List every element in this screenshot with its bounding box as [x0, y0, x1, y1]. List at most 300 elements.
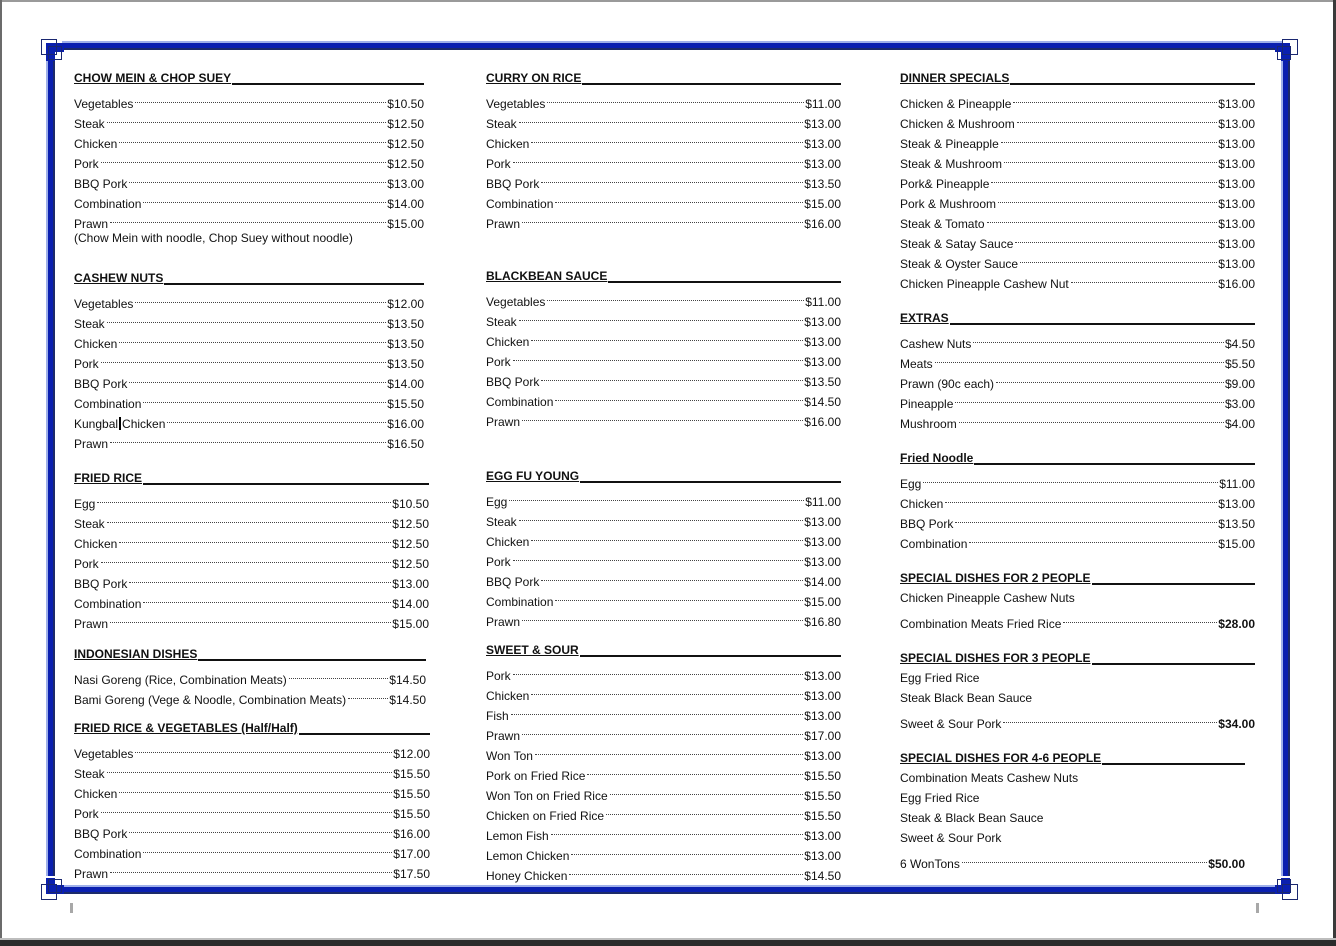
item-name: Steak & Satay Sauce	[900, 237, 1014, 251]
item-price: $5.50	[1224, 357, 1255, 371]
menu-section	[900, 648, 1255, 731]
section-title: INDONESIAN DISHES	[74, 647, 198, 661]
dot-leader	[555, 386, 803, 406]
set-menu-dish: Chicken Pineapple Cashew Nuts	[900, 591, 1075, 605]
item-price: $15.50	[393, 807, 430, 821]
section-heading	[74, 718, 430, 738]
dot-leader	[987, 208, 1218, 228]
item-price: $11.00	[805, 97, 841, 111]
menu-item	[486, 326, 841, 349]
menu-section	[900, 748, 1245, 871]
item-name: Chicken on Fried Rice	[486, 809, 605, 823]
item-price: $14.00	[392, 597, 429, 611]
item-price: $13.50	[387, 337, 424, 351]
menu-item	[486, 526, 841, 549]
dot-leader	[509, 486, 804, 506]
item-price: $11.00	[1219, 477, 1255, 491]
item-name: BBQ Pork	[900, 517, 954, 531]
dot-leader	[167, 408, 386, 428]
dot-leader	[143, 588, 391, 608]
item-price: $13.00	[804, 535, 841, 549]
item-price: $13.50	[387, 317, 424, 331]
item-price: $4.00	[1224, 417, 1255, 431]
item-price: $13.00	[804, 355, 841, 369]
item-name: Fish	[486, 709, 509, 723]
section-heading	[74, 644, 426, 664]
menu-item	[900, 608, 1255, 631]
menu-section	[74, 468, 429, 631]
item-price: $4.50	[1224, 337, 1255, 351]
section-heading	[74, 468, 429, 488]
item-name: Pork	[74, 357, 99, 371]
item-price: $15.50	[393, 787, 430, 801]
menu-item	[900, 328, 1255, 351]
item-price: $11.00	[805, 495, 841, 509]
item-name-part: Kungbal	[74, 417, 119, 431]
item-price: $9.00	[1224, 377, 1255, 391]
item-name: Won Ton on Fried Rice	[486, 789, 608, 803]
menu-item	[74, 88, 424, 111]
item-price: $15.00	[392, 617, 429, 631]
item-price: $50.00	[1208, 857, 1245, 871]
item-price: $17.00	[804, 729, 841, 743]
item-name: Vegetables	[74, 747, 134, 761]
item-price: $13.50	[804, 375, 841, 389]
menu-item	[486, 168, 841, 191]
menu-item	[74, 208, 424, 231]
item-name: Chicken	[486, 335, 530, 349]
item-name: Chicken & Mushroom	[900, 117, 1015, 131]
dot-leader	[531, 128, 803, 148]
menu-item	[74, 368, 424, 391]
item-name: Cashew Nuts	[900, 337, 972, 351]
window-frame-bottom	[0, 940, 1336, 946]
item-name: Pork	[74, 157, 99, 171]
dot-leader	[923, 468, 1218, 488]
dot-leader	[119, 528, 391, 548]
item-name: Combination	[900, 537, 968, 551]
item-name: Egg	[486, 495, 508, 509]
dot-leader	[348, 684, 388, 704]
item-name: Steak	[74, 117, 105, 131]
dot-leader	[119, 128, 386, 148]
item-name: Pork	[74, 807, 99, 821]
dot-leader	[541, 566, 803, 586]
item-price: $13.50	[1218, 517, 1255, 531]
border-right	[1281, 58, 1290, 876]
menu-item	[486, 366, 841, 389]
item-price: $13.00	[804, 709, 841, 723]
set-menu-dish: Sweet & Sour Pork	[900, 831, 1002, 845]
section-heading	[486, 68, 841, 88]
section-heading	[900, 648, 1255, 668]
section-title: FRIED RICE & VEGETABLES (Half/Half)	[74, 721, 298, 735]
dot-leader	[110, 858, 392, 878]
dot-leader	[1013, 88, 1217, 108]
menu-item	[486, 506, 841, 529]
menu-section	[486, 640, 841, 883]
item-name: Chicken	[486, 535, 530, 549]
dot-leader	[119, 328, 386, 348]
menu-item	[900, 88, 1255, 111]
item-price: $15.00	[804, 595, 841, 609]
item-name: Pork	[486, 555, 511, 569]
item-price: $12.50	[387, 157, 424, 171]
item-price: $12.50	[392, 557, 429, 571]
item-price: $13.00	[804, 315, 841, 329]
dot-leader	[519, 108, 804, 128]
section-heading	[900, 448, 1255, 468]
item-price: $17.50	[393, 867, 430, 881]
item-price: $17.00	[393, 847, 430, 861]
item-price: $14.50	[804, 869, 841, 883]
dot-leader	[135, 88, 386, 108]
item-name: Meats	[900, 357, 933, 371]
item-name: Combination	[486, 197, 554, 211]
item-price: $13.00	[804, 555, 841, 569]
menu-section	[486, 68, 841, 231]
item-price: $15.50	[393, 767, 430, 781]
menu-section	[74, 68, 424, 248]
item-price: $15.50	[804, 809, 841, 823]
menu-item	[74, 488, 429, 511]
item-name: Vegetables	[74, 97, 134, 111]
menu-item	[486, 700, 841, 723]
section-title: SPECIAL DISHES FOR 2 PEOPLE	[900, 571, 1091, 585]
dot-leader	[998, 188, 1217, 208]
dot-leader	[97, 488, 391, 508]
dot-leader	[110, 208, 386, 228]
item-name: Vegetables	[486, 97, 546, 111]
item-name: Pork	[486, 669, 511, 683]
menu-item	[74, 568, 429, 591]
item-price: $13.00	[804, 849, 841, 863]
menu-item	[486, 406, 841, 429]
set-menu-dish: Egg Fried Rice	[900, 791, 980, 805]
item-price: $13.00	[804, 689, 841, 703]
menu-item	[900, 488, 1255, 511]
dot-leader	[522, 208, 803, 228]
item-price: $13.00	[1218, 117, 1255, 131]
item-name: Egg	[74, 497, 96, 511]
item-price: $13.00	[804, 669, 841, 683]
item-name: BBQ Pork	[486, 375, 540, 389]
dot-leader	[511, 700, 804, 720]
item-price: $13.00	[392, 577, 429, 591]
item-name: Chicken	[74, 137, 118, 151]
item-price: $13.50	[804, 177, 841, 191]
menu-item	[486, 660, 841, 683]
item-price: $13.00	[1218, 497, 1255, 511]
item-name: Prawn	[486, 415, 521, 429]
dot-leader	[129, 368, 386, 388]
dot-leader	[955, 508, 1217, 528]
item-name: Prawn	[486, 217, 521, 231]
item-name: Vegetables	[486, 295, 546, 309]
border-bottom	[62, 885, 1282, 894]
dot-leader	[519, 306, 804, 326]
dot-leader	[945, 488, 1217, 508]
section-title: Fried Noodle	[900, 451, 974, 465]
item-price: $16.00	[393, 827, 430, 841]
item-price: $13.00	[1218, 237, 1255, 251]
section-heading	[486, 640, 841, 660]
item-name: Chicken Pineapple Cashew Nut	[900, 277, 1069, 291]
item-price: $12.50	[387, 117, 424, 131]
heading-underline	[900, 323, 1255, 325]
item-name: Sweet & Sour Pork	[900, 717, 1002, 731]
dot-leader	[129, 168, 386, 188]
item-price: $13.00	[1218, 137, 1255, 151]
item-name: Prawn	[74, 437, 109, 451]
dot-leader	[513, 546, 804, 566]
menu-item	[900, 468, 1255, 491]
dot-leader	[547, 286, 804, 306]
dot-leader	[522, 720, 803, 740]
dot-leader	[110, 608, 391, 628]
item-name: Prawn	[486, 729, 521, 743]
item-name: Combination Meats Fried Rice	[900, 617, 1062, 631]
item-name: Steak & Oyster Sauce	[900, 257, 1019, 271]
menu-item	[486, 606, 841, 629]
menu-section	[900, 448, 1255, 551]
item-name: Steak & Pineapple	[900, 137, 999, 151]
dot-leader	[1063, 608, 1217, 628]
dot-leader	[1003, 708, 1217, 728]
dot-leader	[513, 346, 804, 366]
section-title: DINNER SPECIALS	[900, 71, 1010, 85]
menu-item	[486, 208, 841, 231]
item-name: Lemon Fish	[486, 829, 549, 843]
item-name: Steak & Mushroom	[900, 157, 1003, 171]
menu-item	[486, 108, 841, 131]
item-price: $13.00	[804, 335, 841, 349]
item-price: $3.00	[1224, 397, 1255, 411]
menu-item	[486, 566, 841, 589]
item-name: Prawn	[74, 617, 109, 631]
item-name: BBQ Pork	[486, 177, 540, 191]
item-name: Lemon Chicken	[486, 849, 570, 863]
item-name: Vegetables	[74, 297, 134, 311]
dot-leader	[107, 108, 387, 128]
dot-leader	[289, 664, 389, 684]
dot-leader	[962, 848, 1207, 868]
menu-section	[74, 644, 426, 707]
dot-leader	[541, 366, 803, 386]
item-price: $13.00	[1218, 97, 1255, 111]
item-name: Steak	[74, 517, 105, 531]
menu-item	[74, 738, 430, 761]
item-price: $12.00	[387, 297, 424, 311]
margin-mark-left	[70, 903, 73, 913]
item-price: $13.00	[804, 117, 841, 131]
menu-item	[486, 148, 841, 171]
dot-leader	[535, 740, 803, 760]
item-name: Chicken	[486, 137, 530, 151]
dot-leader	[1020, 248, 1217, 268]
item-name: Pork	[486, 157, 511, 171]
item-name: BBQ Pork	[74, 377, 128, 391]
dot-leader	[996, 368, 1224, 388]
window-frame-top	[0, 0, 1336, 2]
item-price: $14.50	[389, 693, 426, 707]
item-name: Combination	[486, 595, 554, 609]
section-title: SWEET & SOUR	[486, 643, 579, 657]
item-price: $14.00	[387, 197, 424, 211]
item-name: Combination	[74, 197, 142, 211]
dot-leader	[513, 148, 804, 168]
border-corner-bottom-right	[1276, 878, 1298, 900]
border-corner-top-right	[1276, 39, 1298, 61]
section-title: CASHEW NUTS	[74, 271, 164, 285]
dot-leader	[959, 408, 1224, 428]
item-price: $16.00	[804, 415, 841, 429]
border-corner-bottom-left	[41, 878, 63, 900]
item-name: Pineapple	[900, 397, 954, 411]
menu-item	[486, 88, 841, 111]
dot-leader	[101, 148, 387, 168]
item-name: Won Ton	[486, 749, 533, 763]
dot-leader	[101, 798, 393, 818]
dot-leader	[101, 348, 387, 368]
dot-leader	[119, 778, 392, 798]
item-name: BBQ Pork	[74, 827, 128, 841]
menu-item	[486, 128, 841, 151]
dot-leader	[571, 840, 803, 860]
set-menu-dish: Steak Black Bean Sauce	[900, 691, 1033, 705]
section-heading	[74, 68, 424, 88]
section-heading	[486, 466, 841, 486]
item-price: $10.50	[392, 497, 429, 511]
item-name: Prawn	[74, 867, 109, 881]
menu-item	[74, 818, 430, 841]
item-name: Chicken & Pineapple	[900, 97, 1012, 111]
item-name: Prawn	[74, 217, 109, 231]
item-price: $13.00	[1218, 157, 1255, 171]
item-name-part: Chicken	[122, 417, 166, 431]
menu-item	[486, 486, 841, 509]
item-price: $16.50	[387, 437, 424, 451]
item-name: Steak	[74, 317, 105, 331]
item-price: $13.00	[1218, 177, 1255, 191]
menu-item	[74, 168, 424, 191]
set-menu-dish: Egg Fried Rice	[900, 671, 980, 685]
dot-leader	[1001, 128, 1218, 148]
dot-leader	[1017, 108, 1218, 128]
item-price: $12.00	[393, 747, 430, 761]
menu-section	[486, 266, 841, 429]
item-price: $15.50	[804, 789, 841, 803]
item-name: Steak	[486, 117, 517, 131]
menu-item	[486, 546, 841, 569]
section-heading	[900, 568, 1255, 588]
dot-leader	[555, 586, 803, 606]
menu-item	[74, 508, 429, 531]
menu-item	[486, 286, 841, 309]
dot-leader	[129, 568, 391, 588]
item-name: Honey Chicken	[486, 869, 568, 883]
item-name: Pork & Mushroom	[900, 197, 997, 211]
item-name: Steak	[486, 515, 517, 529]
item-price: $14.50	[804, 395, 841, 409]
item-name: Pork on Fried Rice	[486, 769, 586, 783]
item-name: Combination	[486, 395, 554, 409]
dot-leader	[973, 328, 1224, 348]
section-title: EXTRAS	[900, 311, 949, 325]
dot-leader	[513, 660, 804, 680]
item-name: Chicken	[74, 787, 118, 801]
item-name: Chicken	[74, 537, 118, 551]
item-price: $13.00	[804, 137, 841, 151]
menu-item	[74, 758, 430, 781]
dot-leader	[143, 188, 386, 208]
menu-item	[486, 306, 841, 329]
menu-section	[900, 308, 1255, 431]
item-price: $10.50	[387, 97, 424, 111]
section-title: CURRY ON RICE	[486, 71, 582, 85]
item-name: 6 WonTons	[900, 857, 960, 871]
menu-item	[74, 328, 424, 351]
menu-item	[900, 708, 1255, 731]
section-heading	[900, 748, 1245, 768]
dot-leader	[606, 800, 803, 820]
menu-item	[486, 740, 841, 763]
dot-leader	[531, 680, 803, 700]
dot-leader	[991, 168, 1217, 188]
menu-section	[74, 718, 430, 881]
item-price: $15.00	[1218, 537, 1255, 551]
item-name: Pork	[486, 355, 511, 369]
menu-item	[486, 720, 841, 743]
menu-item	[74, 148, 424, 171]
item-name: Nasi Goreng (Rice, Combination Meats)	[74, 673, 287, 687]
menu-item	[74, 288, 424, 311]
dot-leader	[519, 506, 804, 526]
menu-item	[74, 308, 424, 331]
item-price: $12.50	[392, 537, 429, 551]
menu-item	[74, 858, 430, 881]
dot-leader	[135, 288, 386, 308]
section-title: BLACKBEAN SAUCE	[486, 269, 608, 283]
menu-item	[74, 798, 430, 821]
border-top	[62, 41, 1282, 50]
border-corner-top-left	[41, 39, 63, 61]
section-note: (Chow Mein with noodle, Chop Suey without noodle)	[74, 231, 353, 245]
menu-item	[486, 680, 841, 703]
menu-item	[900, 368, 1255, 391]
dot-leader	[955, 388, 1224, 408]
item-price: $15.00	[804, 197, 841, 211]
item-price: $15.50	[804, 769, 841, 783]
dot-leader	[143, 838, 392, 858]
item-name: Combination	[74, 397, 142, 411]
item-price: $14.50	[389, 673, 426, 687]
section-title: EGG FU YOUNG	[486, 469, 580, 483]
dot-leader	[555, 188, 803, 208]
section-heading	[74, 268, 424, 288]
item-price: $16.80	[804, 615, 841, 629]
section-heading	[900, 308, 1255, 328]
menu-section	[74, 268, 424, 451]
item-price: $13.00	[387, 177, 424, 191]
menu-item	[74, 428, 424, 451]
item-name: Steak & Tomato	[900, 217, 985, 231]
dot-leader	[547, 88, 804, 108]
menu-item	[74, 528, 429, 551]
dot-leader	[1015, 228, 1217, 248]
dot-leader	[610, 780, 804, 800]
margin-mark-right	[1256, 903, 1259, 913]
